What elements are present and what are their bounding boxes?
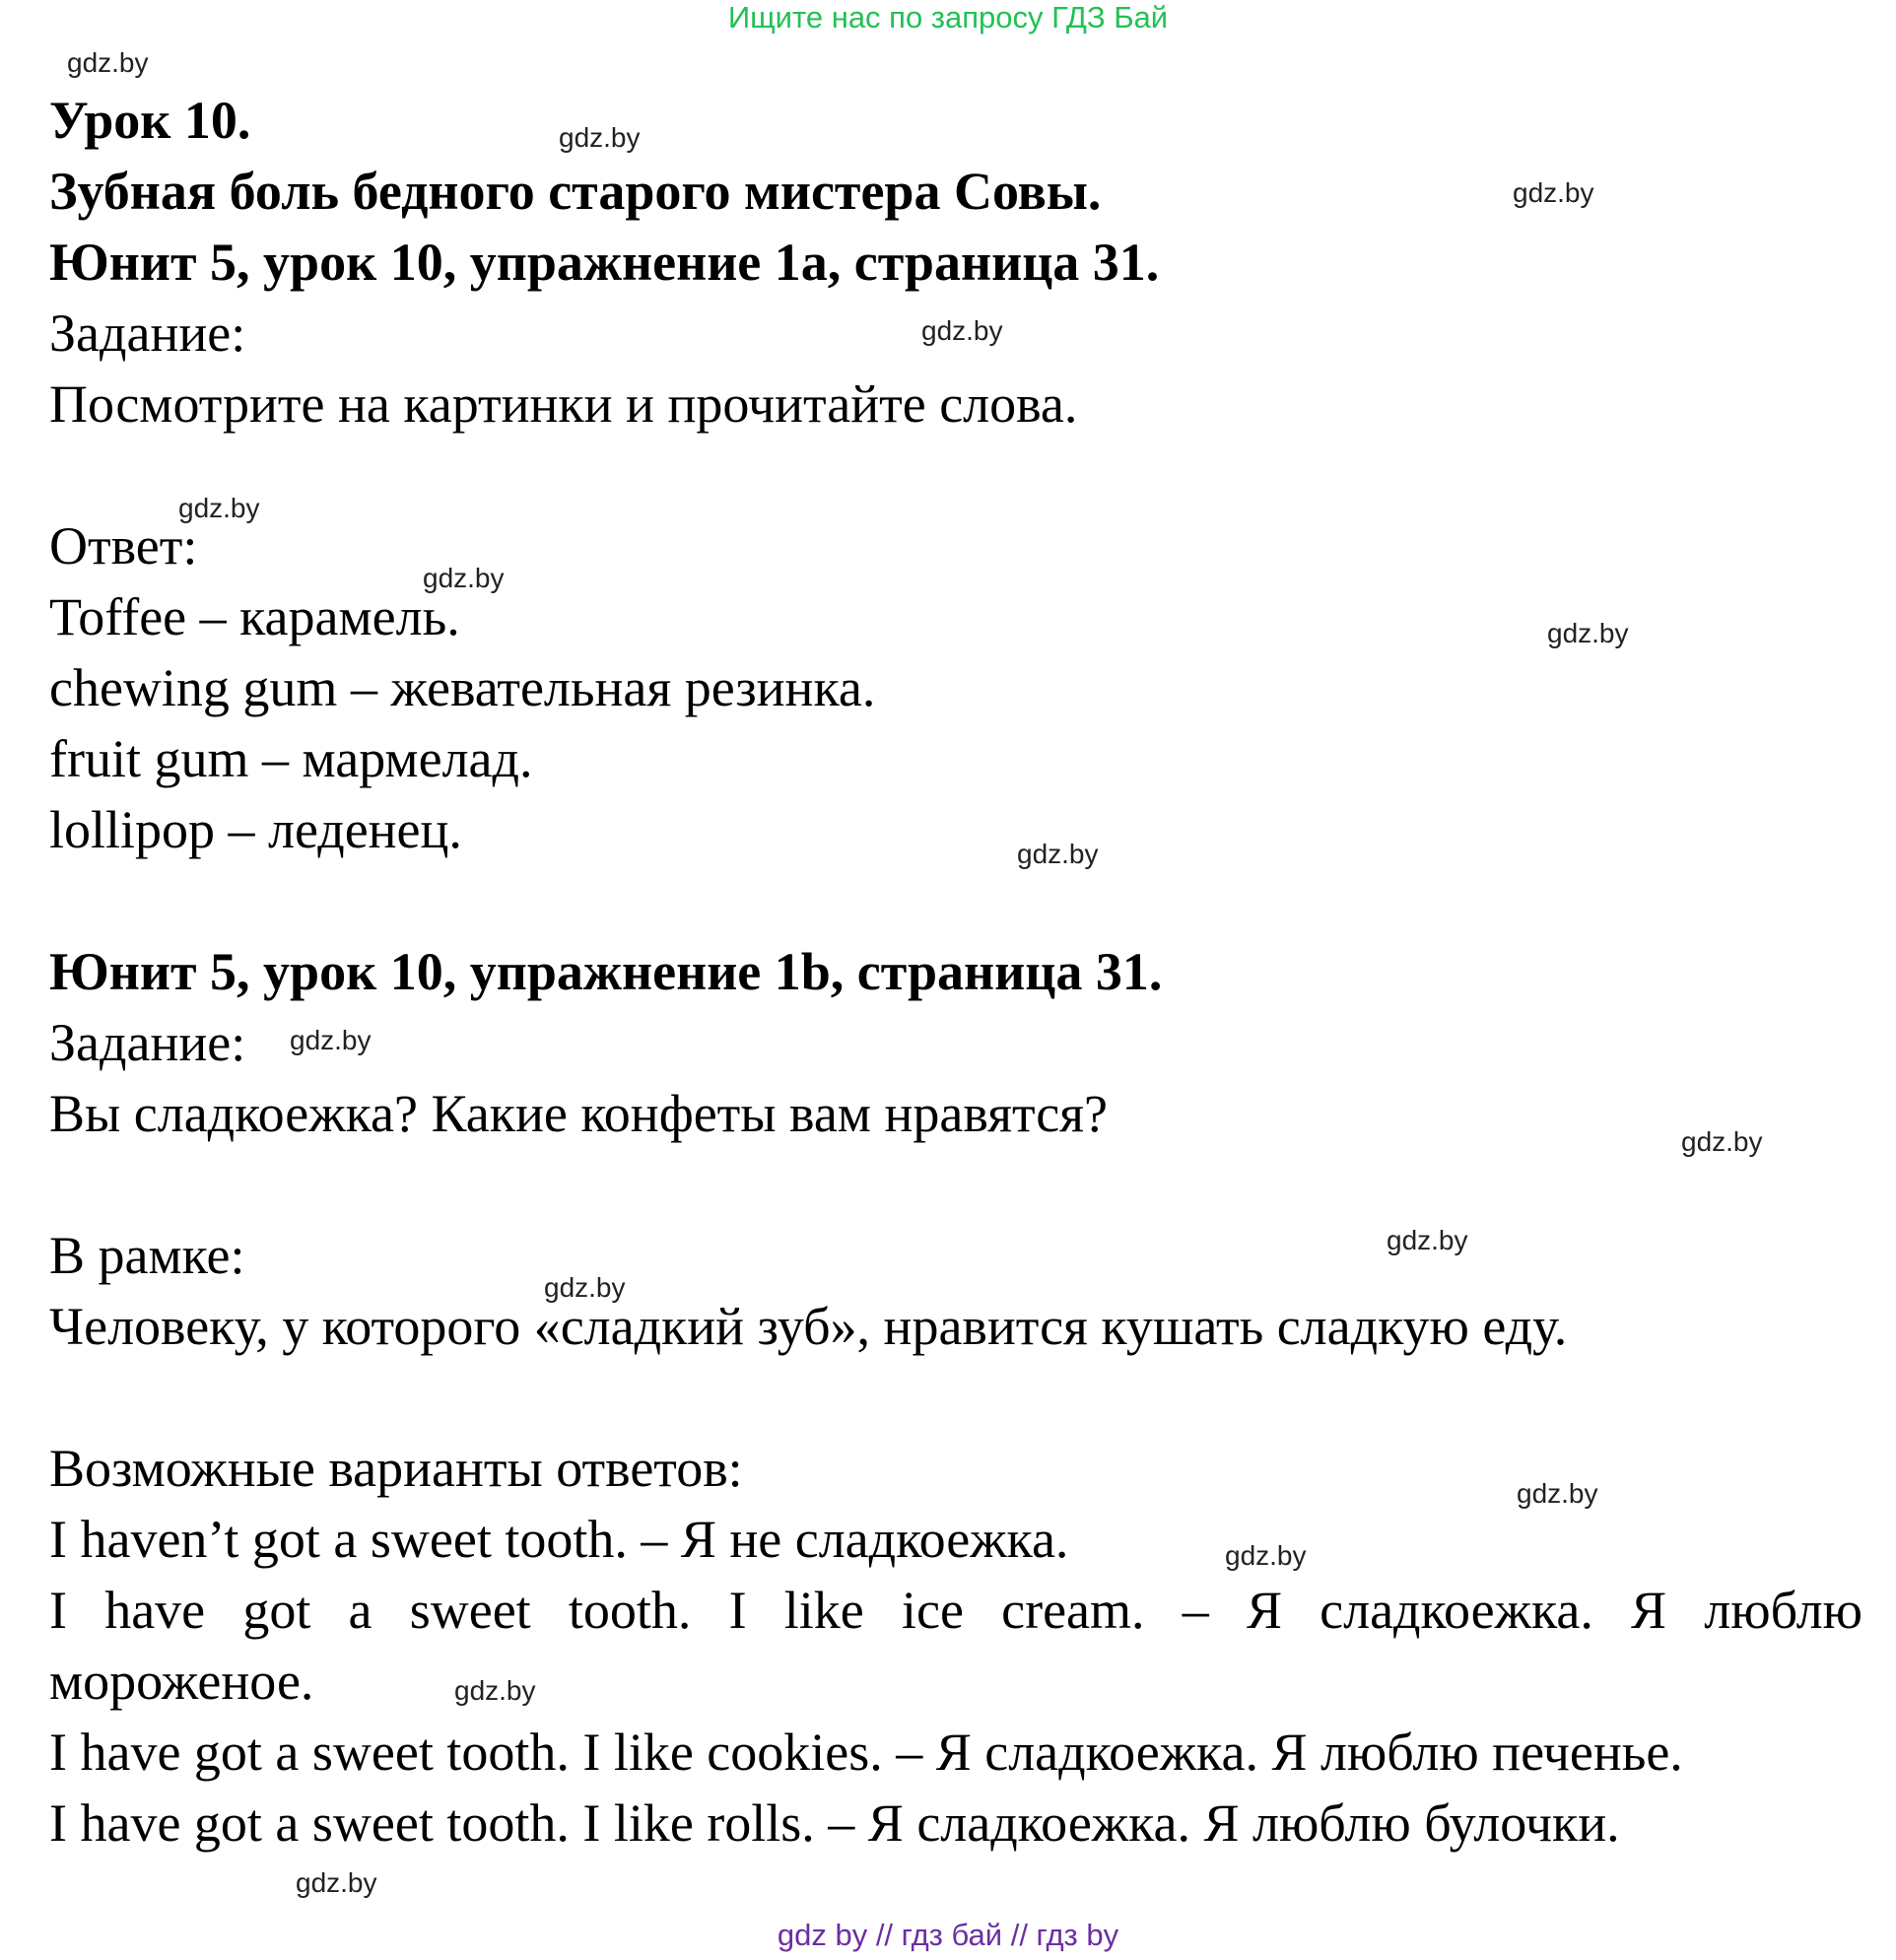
watermark: gdz.by <box>1225 1540 1307 1571</box>
variants-label: Возможные варианты ответов: <box>49 1439 743 1498</box>
exercise-1b-task-label: Задание: <box>49 1013 246 1072</box>
answer-line: lollipop – леденец. <box>49 800 462 859</box>
exercise-1a-task-label: Задание: <box>49 304 246 363</box>
watermark: gdz.by <box>454 1675 536 1706</box>
answer-line: fruit gum – мармелад. <box>49 729 533 788</box>
watermark: gdz.by <box>1517 1478 1598 1509</box>
spacer <box>49 439 1862 510</box>
variant-line: I have got a sweet tooth. I like ice cream. – Я сладкоежка. Я люблю <box>49 1581 1862 1640</box>
watermark: gdz.by <box>290 1025 372 1055</box>
top-banner: Ищите нас по запросу ГДЗ Бай <box>727 0 1169 34</box>
exercise-1a-task-text: Посмотрите на картинки и прочитайте слова. <box>49 374 1078 434</box>
spacer <box>49 865 1862 936</box>
lesson-title: Урок 10. <box>49 91 251 150</box>
exercise-1b-task-text: Вы сладкоежка? Какие конфеты вам нравятся? <box>49 1084 1108 1143</box>
spacer <box>49 1362 1862 1433</box>
answer-line: chewing gum – жевательная резинка. <box>49 658 876 717</box>
watermark: gdz.by <box>296 1867 377 1898</box>
watermark: gdz.by <box>1017 839 1099 869</box>
variant-line: мороженое. <box>49 1652 314 1711</box>
lesson-subtitle: Зубная боль бедного старого мистера Совы. <box>49 162 1102 221</box>
exercise-1b-heading: Юнит 5, урок 10, упражнение 1b, страница 31. <box>49 942 1163 1001</box>
watermark: gdz.by <box>1513 177 1594 208</box>
variant-line: I have got a sweet tooth. I like rolls. – Я сладкоежка. Я люблю булочки. <box>49 1793 1620 1853</box>
footer-links: gdz by // гдз бай // гдз by <box>777 1918 1119 1952</box>
variant-line: I haven’t got a sweet tooth. – Я не сладкоежка. <box>49 1510 1069 1569</box>
watermark: gdz.by <box>1547 618 1629 648</box>
watermark: gdz.by <box>544 1272 626 1303</box>
watermark: gdz.by <box>423 563 505 593</box>
exercise-1a-heading: Юнит 5, урок 10, упражнение 1a, страница 31. <box>49 233 1160 292</box>
watermark: gdz.by <box>178 493 260 523</box>
watermark: gdz.by <box>1387 1225 1468 1255</box>
exercise-1a-answer-label: Ответ: <box>49 516 198 575</box>
variant-line: I have got a sweet tooth. I like cookies. – Я сладкоежка. Я люблю печенье. <box>49 1723 1683 1782</box>
watermark: gdz.by <box>67 47 149 78</box>
watermark: gdz.by <box>1681 1126 1763 1157</box>
watermark: gdz.by <box>921 315 1003 346</box>
watermark: gdz.by <box>559 122 641 153</box>
answer-line: Toffee – карамель. <box>49 587 460 646</box>
frame-text: Человеку, у которого «сладкий зуб», нравится кушать сладкую еду. <box>49 1297 1568 1356</box>
document-content <box>49 85 1862 1859</box>
spacer <box>49 1149 1862 1220</box>
frame-label: В рамке: <box>49 1226 245 1285</box>
